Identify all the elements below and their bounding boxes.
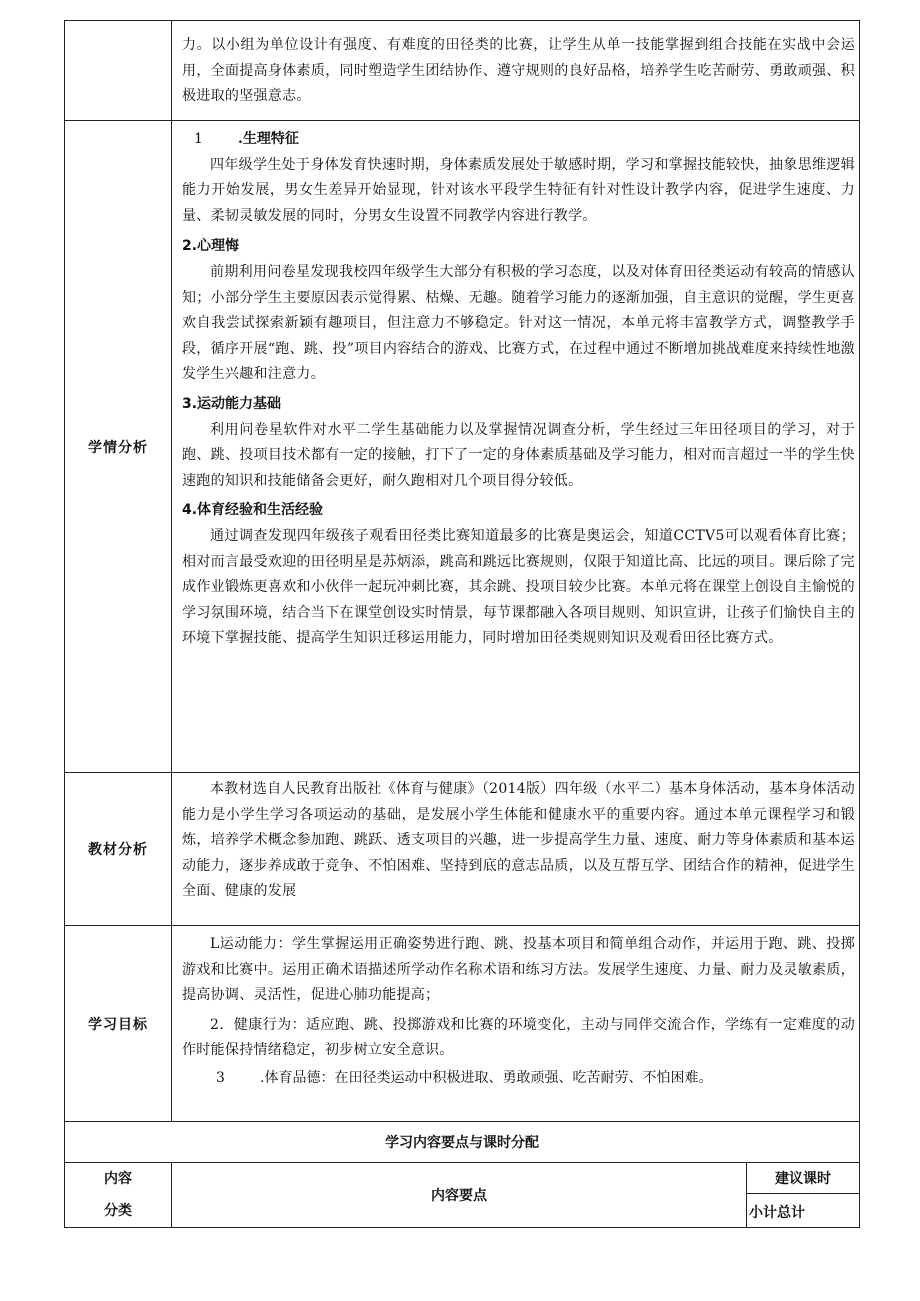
goal-sports-ethics	[182, 1066, 855, 1092]
goal-motor-ability: L运动能力：学生掌握运用正确姿势进行跑、跳、投基本项目和简单组合动作，并运用于跑、跳、投掷游戏和比赛中。运用正确术语描述所学动作名称术语和练习方法。发展学生速度、力量、耐力及灵敏素质，提高协调、灵活性，促进心肺功能提高；	[182, 936, 855, 1003]
learner-analysis-label: 学情分析	[65, 121, 172, 773]
textbook-analysis-text: 本教材选自人民教育出版社《体育与健康》（2014版）四年级（水平二）基本身体活动，基本身体活动能力是小学生学习各项运动的基础，是发展小学生体能和健康水平的重要内容。通过本单元课程学习和锻炼，培养学术概念参加跑、跳跃、透支项目的兴趣，进一步提高学生力量、速度、耐力等身体素质和基本运动能力，逐步养成敢于竞争、不怕困难、坚持到底的意志品质，以及互帮互学、团结合作的精神，促进学生全面、健康的发展	[182, 781, 855, 899]
motor-ability-text: 利用问卷星软件对水平二学生基础能力以及掌握情况调查分析，学生经过三年田径项目的学习，对于跑、跳、投项目技术都有一定的接触，打下了一定的身体素质基础及学习能力，相对而言超过一半的学生快速跑的知识和技能储备会更好，耐久跑相对几个项目得分较低。	[182, 421, 855, 489]
top-label-cell	[65, 21, 172, 121]
content-header-row	[65, 1163, 860, 1228]
psychology-text: 前期利用问卷星发现我校四年级学生大部分有积极的学习态度，以及对体育田径类运动有较高的情感认知；小部分学生主要原因表示觉得累、枯燥、无趣。随着学习能力的逐渐加强，自主意识的觉醒，学生更喜欢自我尝试探索新颖有趣项目，但注意力不够稳定。针对这一情况，本单元将丰富教学方式，调整教学手段，循序开展“跑、跳、投”项目内容结合的游戏、比赛方式，在过程中通过不断增加挑战难度来持续性地激发学生兴趣和注意力。	[182, 264, 855, 382]
textbook-analysis-label: 教材分析	[65, 773, 172, 926]
textbook-analysis-row	[65, 773, 860, 926]
goal-health-behavior: 2．健康行为：适应跑、跳、投掷游戏和比赛的环境变化，主动与同伴交流合作，学练有一定难度的动作时能保持情绪稳定，初步树立安全意识。	[182, 1016, 855, 1058]
category-line-1: 内容	[104, 1171, 132, 1187]
top-paragraph: 力。以小组为单位设计有强度、有难度的田径类的比赛，让学生从单一技能掌握到组合技能在实战中会运用，全面提高身体素质，同时塑造学生团结协作、遵守规则的良好品格，培养学生吃苦耐劳、勇敢顽强、积极进取的坚强意志。	[182, 37, 855, 104]
section-title-row	[65, 1122, 860, 1163]
lesson-plan-table	[64, 20, 860, 1228]
motor-ability-heading: 3.运动能力基础	[182, 395, 282, 412]
category-line-2: 分类	[104, 1203, 132, 1219]
physiology-heading-num: 1	[194, 131, 203, 147]
physiology-heading-title: .生理特征	[238, 131, 299, 147]
experience-text: 通过调查发现四年级孩子观看田径类比赛知道最多的比赛是奥运会，知道CCTV5可以观看体育比赛；相对而言最受欢迎的田径明星是苏炳添，跳高和跳远比赛规则，仅限于知道比高、比远的项目。课后除了完成作业锻炼更喜欢和小伙伴一起玩冲刺比赛，其余跳、投项目较少比赛。本单元将在课堂上创设自主愉悦的学习氛围环境，结合当下在课堂创设实时情景，每节课都融入各项目规则、知识宣讲，让孩子们愉快自主的环境下掌握技能、提高学生知识迁移运用能力，同时增加田径类规则知识及观看田径比赛方式。	[182, 528, 855, 646]
textbook-analysis-content	[172, 773, 860, 926]
learning-goals-row	[65, 926, 860, 1122]
goal-sports-ethics-num: 3	[216, 1069, 225, 1086]
experience-heading: 4.体育经验和生活经验	[182, 502, 324, 518]
learner-analysis-row	[65, 121, 860, 773]
goal-sports-ethics-text: .体育品德：在田径类运动中积极进取、勇敢顽强、吃苦耐劳、不怕困难。	[260, 1069, 713, 1086]
top-continuation-row	[65, 21, 860, 121]
suggested-hours-label: 建议课时	[747, 1163, 859, 1194]
physiology-heading	[182, 121, 855, 153]
learning-goals-label: 学习目标	[65, 926, 172, 1122]
content-points-header: 内容要点	[172, 1163, 747, 1228]
content-category-header	[65, 1163, 172, 1228]
section-title: 学习内容要点与课时分配	[65, 1122, 860, 1163]
psychology-heading: 2.心理悔	[182, 238, 240, 254]
physiology-text: 四年级学生处于身体发育快速时期，身体素质发展处于敏感时期，学习和掌握技能较快，抽象思维逻辑能力开始发展，男女生差异开始显现，针对该水平段学生特征有针对性设计教学内容，促进学生速度、力量、柔韧灵敏发展的同时，分男女生设置不同教学内容进行教学。	[182, 156, 855, 224]
suggested-hours-header	[747, 1163, 860, 1228]
top-content-cell	[172, 21, 860, 121]
subtotal-total-label: 小计总计	[749, 1205, 805, 1221]
learning-goals-content	[172, 926, 860, 1122]
learner-analysis-content	[172, 121, 860, 773]
